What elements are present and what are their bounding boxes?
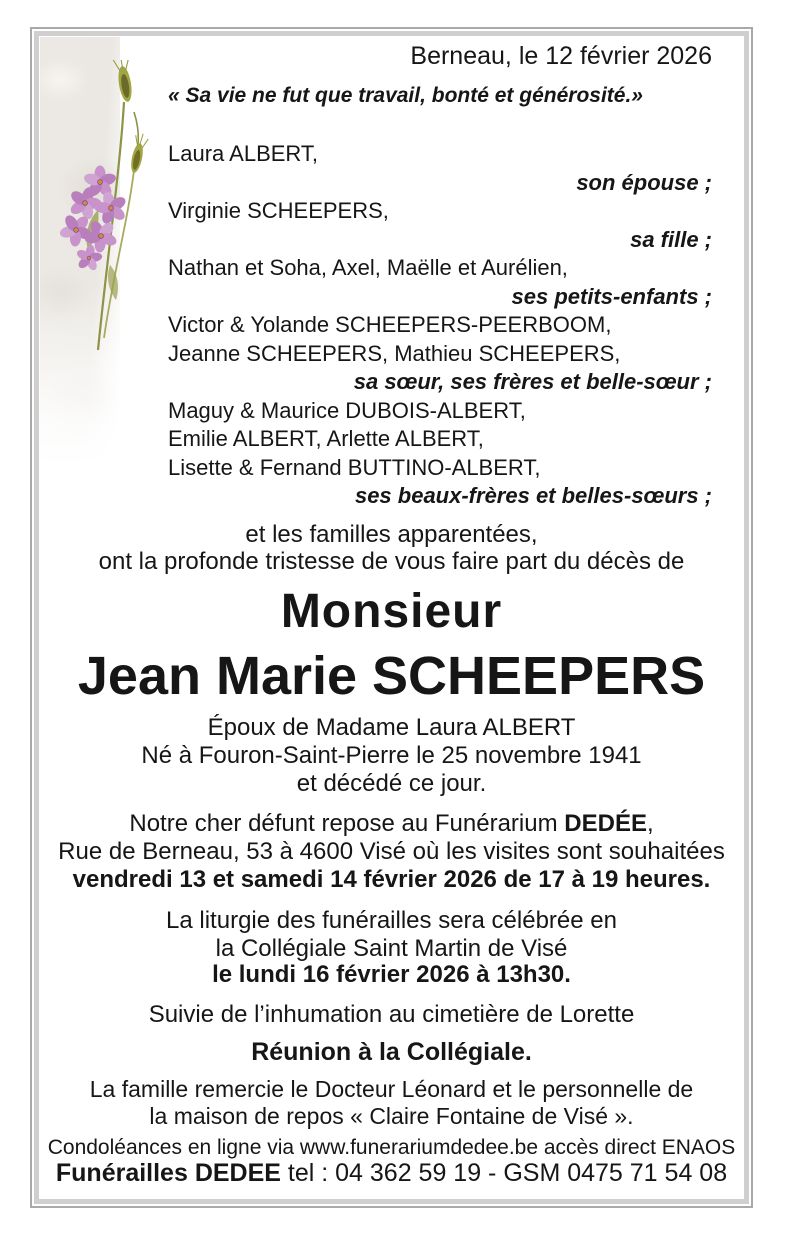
condolences-line: Condoléances en ligne via www.funerariumdedee.be accès direct ENAOS xyxy=(47,1136,736,1159)
date-line: Berneau, le 12 février 2026 xyxy=(410,42,712,70)
family-names-line: Victor & Yolande SCHEEPERS-PEERBOOM, xyxy=(168,312,612,337)
relation-label: ses petits-enfants ; xyxy=(511,284,712,309)
epitaph-quote: « Sa vie ne fut que travail, bonté et générosité.» xyxy=(168,84,643,107)
family-names-line: Nathan et Soha, Axel, Maëlle et Aurélien, xyxy=(168,255,568,280)
visits-line: vendredi 13 et samedi 14 février 2026 de 17 à 19 heures. xyxy=(72,866,711,893)
burial-line: Suivie de l’inhumation au cimetière de Lorette xyxy=(148,1001,635,1028)
family-names-line: Virginie SCHEEPERS, xyxy=(168,198,389,223)
repose-text: Notre cher défunt repose au Funérarium xyxy=(129,810,565,837)
deceased-name: Jean Marie SCHEEPERS xyxy=(77,646,706,706)
relation-label: sa sœur, ses frères et belle-sœur ; xyxy=(353,369,712,394)
address-line: Rue de Berneau, 53 à 4600 Visé où les visites sont souhaitées xyxy=(58,838,725,865)
contact-phones: tel : 04 362 59 19 - GSM 0475 71 54 08 xyxy=(280,1159,728,1187)
relation-label: son épouse ; xyxy=(576,170,712,195)
death-line: et décédé ce jour. xyxy=(296,770,487,797)
repose-line xyxy=(40,810,743,838)
thanks-line-2: la maison de repos « Claire Fontaine de Visé ». xyxy=(149,1103,634,1129)
contact-line xyxy=(40,1159,743,1188)
reunion-line: Réunion à la Collégiale. xyxy=(251,1038,532,1066)
family-names-line: Emilie ALBERT, Arlette ALBERT, xyxy=(168,426,484,451)
intro-line-1: et les familles apparentées, xyxy=(245,521,538,548)
liturgy-line-2: la Collégiale Saint Martin de Visé xyxy=(215,935,568,962)
spouse-line: Époux de Madame Laura ALBERT xyxy=(207,714,576,741)
liturgy-line-1: La liturgie des funérailles sera célébrée en xyxy=(166,907,617,934)
intro-line-2: ont la profonde tristesse de vous faire part du décès de xyxy=(98,548,685,575)
family-names-line: Jeanne SCHEEPERS, Mathieu SCHEEPERS, xyxy=(168,341,621,366)
funeral-home-name: Funérailles DEDEE xyxy=(55,1159,281,1187)
family-names-line: Maguy & Maurice DUBOIS-ALBERT, xyxy=(168,398,526,423)
liturgy-datetime: le lundi 16 février 2026 à 13h30. xyxy=(212,961,571,988)
civility-title: Monsieur xyxy=(280,585,503,638)
relation-label: ses beaux-frères et belles-sœurs ; xyxy=(354,483,712,508)
birth-line: Né à Fouron-Saint-Pierre le 25 novembre 1941 xyxy=(141,742,642,769)
family-names-line: Laura ALBERT, xyxy=(168,141,319,166)
family-names-line: Lisette & Fernand BUTTINO-ALBERT, xyxy=(168,455,541,480)
funerarium-name: DEDÉE xyxy=(564,810,647,837)
repose-comma: , xyxy=(646,810,654,837)
relation-label: sa fille ; xyxy=(630,227,712,252)
thanks-line-1: La famille remercie le Docteur Léonard et le personnelle de xyxy=(89,1076,694,1102)
